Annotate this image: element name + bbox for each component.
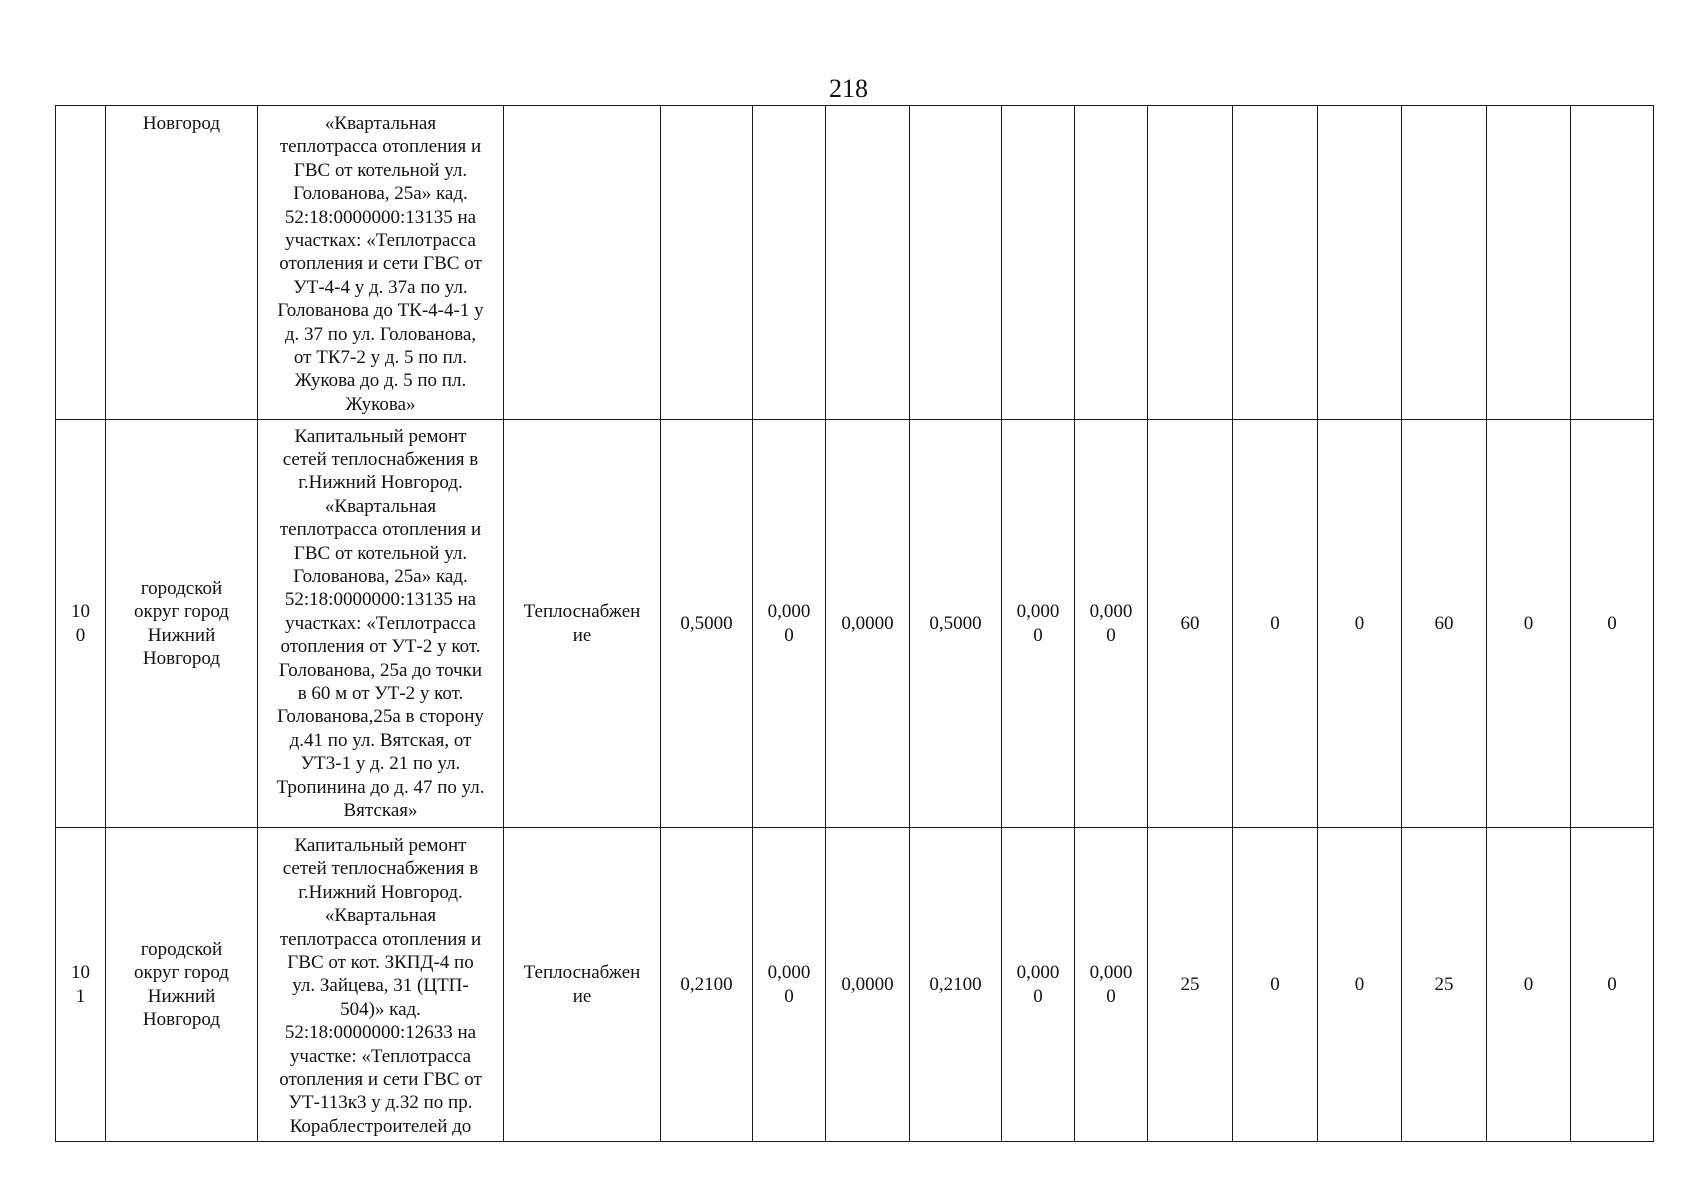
value-cell-7: 60 — [1148, 420, 1233, 828]
value-cell-9 — [1318, 106, 1402, 420]
service-cell: Теплоснабжен ие — [504, 828, 661, 1142]
table-row — [56, 106, 1654, 420]
table-row — [56, 828, 1654, 1142]
value-cell-2: 0,000 0 — [753, 420, 826, 828]
value-cell-12: 0 — [1571, 420, 1654, 828]
value-cell-2: 0,000 0 — [753, 828, 826, 1142]
value-cell-3: 0,0000 — [826, 420, 910, 828]
value-cell-2 — [753, 106, 826, 420]
data-table — [55, 105, 1654, 1142]
description-cell: Капитальный ремонт сетей теплоснабжения в г.Нижний Новгород. «Квартальная теплотрасса отопления и ГВС от кот. ЗКПД-4 по ул. Зайцева, 31 (ЦТП- 504)» кад. 52:18:0000000:12633 на участке: «Теплотрасса отопления и сети ГВС от УТ-113к3 у д.32 по пр. Кораблестроителей до — [258, 828, 504, 1142]
service-cell — [504, 106, 661, 420]
value-cell-6: 0,000 0 — [1075, 828, 1148, 1142]
value-cell-9: 0 — [1318, 828, 1402, 1142]
row-number-cell: 10 0 — [56, 420, 106, 828]
description-cell: Капитальный ремонт сетей теплоснабжения в г.Нижний Новгород. «Квартальная теплотрасса отопления и ГВС от котельной ул. Голованова, 25а» кад. 52:18:0000000:13135 на участках: «Теплотрасса отопления от УТ-2 у кот. Голованова, 25а до точки в 60 м от УТ-2 у кот. Голованова,25а в сторону д.41 по ул. Вятская, от УТ3-1 у д. 21 по ул. Тропинина до д. 47 по ул. Вятская» — [258, 420, 504, 828]
value-cell-7 — [1148, 106, 1233, 420]
value-cell-5 — [1002, 106, 1075, 420]
value-cell-4: 0,2100 — [910, 828, 1002, 1142]
value-cell-9: 0 — [1318, 420, 1402, 828]
row-number-cell — [56, 106, 106, 420]
value-cell-8: 0 — [1233, 828, 1318, 1142]
value-cell-12 — [1571, 106, 1654, 420]
value-cell-6: 0,000 0 — [1075, 420, 1148, 828]
page-number: 218 — [829, 74, 868, 103]
value-cell-5: 0,000 0 — [1002, 420, 1075, 828]
value-cell-1 — [661, 106, 753, 420]
value-cell-11 — [1487, 106, 1571, 420]
value-cell-11: 0 — [1487, 420, 1571, 828]
description-cell: «Квартальная теплотрасса отопления и ГВС от котельной ул. Голованова, 25а» кад. 52:18:0000000:13135 на участках: «Теплотрасса отопления и сети ГВС от УТ-4-4 у д. 37а по ул. Голованова до ТК-4-4-1 у д. 37 по ул. Голованова, от ТК7-2 у д. 5 по пл. Жукова до д. 5 по пл. Жукова» — [258, 106, 504, 420]
value-cell-1: 0,2100 — [661, 828, 753, 1142]
service-cell: Теплоснабжен ие — [504, 420, 661, 828]
municipality-cell: городской округ город Нижний Новгород — [106, 420, 258, 828]
value-cell-3 — [826, 106, 910, 420]
value-cell-4: 0,5000 — [910, 420, 1002, 828]
value-cell-11: 0 — [1487, 828, 1571, 1142]
value-cell-3: 0,0000 — [826, 828, 910, 1142]
value-cell-1: 0,5000 — [661, 420, 753, 828]
row-number-cell: 10 1 — [56, 828, 106, 1142]
value-cell-10: 60 — [1402, 420, 1487, 828]
municipality-cell: Новгород — [106, 106, 258, 420]
table-row — [56, 420, 1654, 828]
value-cell-8: 0 — [1233, 420, 1318, 828]
value-cell-7: 25 — [1148, 828, 1233, 1142]
value-cell-12: 0 — [1571, 828, 1654, 1142]
value-cell-10 — [1402, 106, 1487, 420]
value-cell-8 — [1233, 106, 1318, 420]
value-cell-4 — [910, 106, 1002, 420]
value-cell-5: 0,000 0 — [1002, 828, 1075, 1142]
value-cell-10: 25 — [1402, 828, 1487, 1142]
municipality-cell: городской округ город Нижний Новгород — [106, 828, 258, 1142]
value-cell-6 — [1075, 106, 1148, 420]
